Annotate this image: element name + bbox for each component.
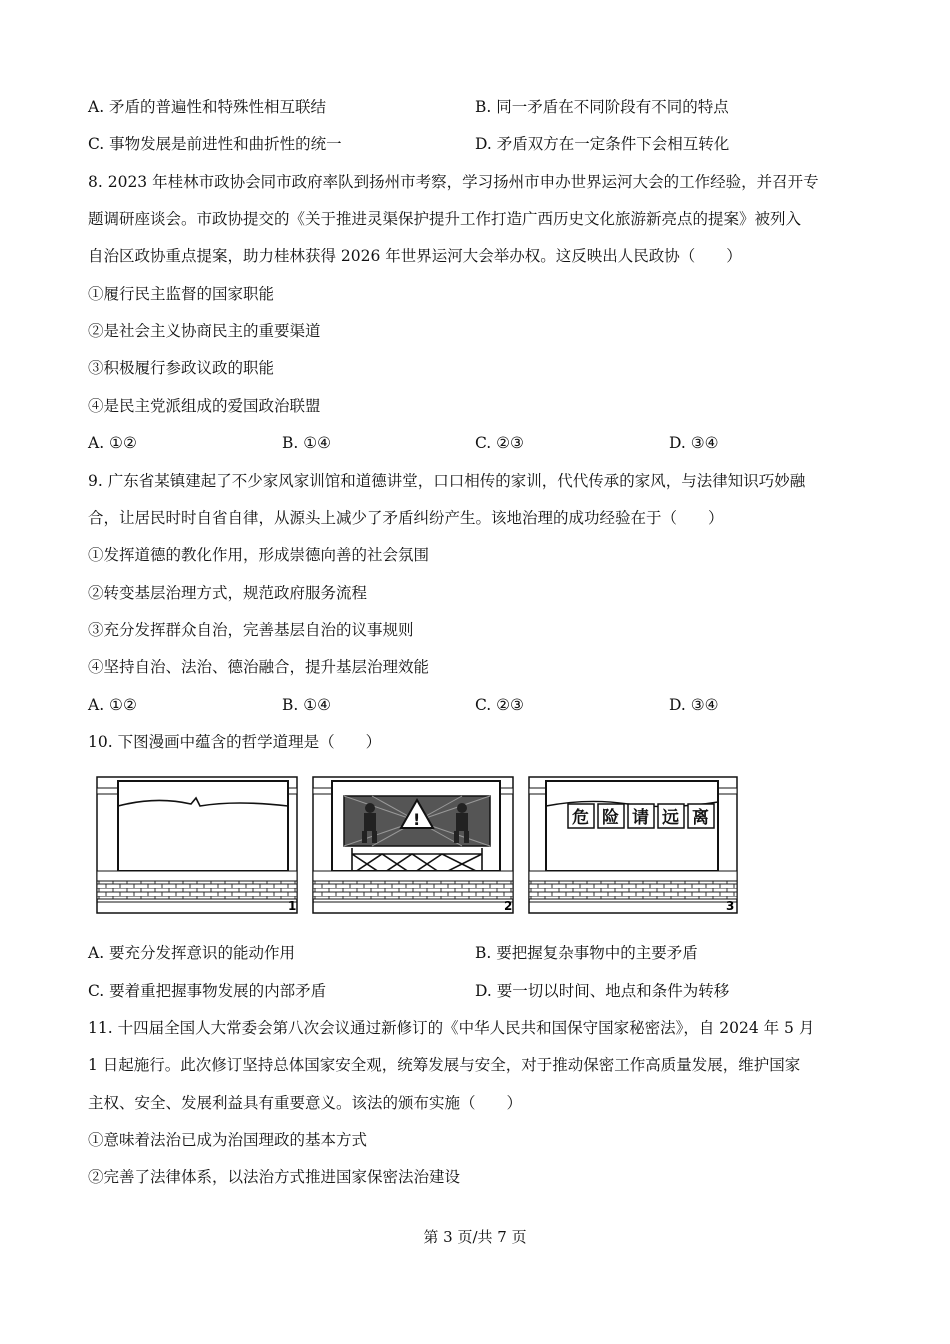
q10-option-a: A. 要充分发挥意识的能动作用 <box>88 944 296 962</box>
q7-option-a: A. 矛盾的普遍性和特殊性相互联结 <box>88 98 327 116</box>
comic-panel-1 <box>97 777 297 913</box>
q10-option-b: B. 要把握复杂事物中的主要矛盾 <box>475 944 698 962</box>
q11-stem-line-2: 1 日起施行。此次修订坚持总体国家安全观，统筹发展与安全，对于推动保密工作高质量发展，维护国家 <box>88 1056 801 1074</box>
q9-option-d: D. ③④ <box>669 696 719 714</box>
q9-statement-4: ④坚持自治、法治、德治融合，提升基层治理效能 <box>88 658 430 676</box>
q11-statement-2: ②完善了法律体系，以法治方式推进国家保密法治建设 <box>88 1168 461 1186</box>
banner-char-5: 离 <box>692 808 709 828</box>
q8-stem-line-3: 自治区政协重点提案，助力桂林获得 2026 年世界运河大会举办权。这反映出人民政协（ ） <box>88 247 742 265</box>
q8-statement-3: ③积极履行参政议政的职能 <box>88 359 275 377</box>
q8-statement-4: ④是民主党派组成的爱国政治联盟 <box>88 397 321 415</box>
comic-panel-number-2: 2 <box>504 899 513 913</box>
q10-option-c: C. 要着重把握事物发展的内部矛盾 <box>88 982 327 1000</box>
q8-option-c: C. ②③ <box>475 434 524 452</box>
q8-option-b: B. ①④ <box>282 434 332 452</box>
q9-stem-line-2: 合，让居民时时自省自律，从源头上减少了矛盾纠纷产生。该地治理的成功经验在于（ ） <box>88 509 724 527</box>
q11-stem-line-1: 11. 十四届全国人大常委会第八次会议通过新修订的《中华人民共和国保守国家秘密法》，自 2024 年 5 月 <box>88 1019 815 1037</box>
q8-option-a: A. ①② <box>88 434 137 452</box>
q10-comic-strip <box>96 776 738 916</box>
q9-statement-3: ③充分发挥群众自治，完善基层自治的议事规则 <box>88 621 414 639</box>
q8-stem-line-2: 题调研座谈会。市政协提交的《关于推进灵渠保护提升工作打造广西历史文化旅游新亮点的提案》被列入 <box>88 210 802 228</box>
banner-char-4: 远 <box>662 808 679 828</box>
warning-mark: ! <box>413 810 421 829</box>
q8-statement-1: ①履行民主监督的国家职能 <box>88 285 275 303</box>
q8-stem-line-1: 8. 2023 年桂林市政协会同市政府率队到扬州市考察，学习扬州市申办世界运河大会的工作经验，并召开专 <box>88 173 819 191</box>
q8-statement-2: ②是社会主义协商民主的重要渠道 <box>88 322 321 340</box>
q9-statement-2: ②转变基层治理方式，规范政府服务流程 <box>88 584 368 602</box>
banner-char-1: 危 <box>572 808 589 828</box>
q7-option-b: B. 同一矛盾在不同阶段有不同的特点 <box>475 98 729 116</box>
q8-option-d: D. ③④ <box>669 434 719 452</box>
comic-panel-number-1: 1 <box>288 899 297 913</box>
banner-char-3: 请 <box>632 808 649 828</box>
q9-option-a: A. ①② <box>88 696 137 714</box>
banner-char-2: 险 <box>602 808 619 828</box>
comic-panel-number-3: 3 <box>726 899 735 913</box>
q9-statement-1: ①发挥道德的教化作用，形成崇德向善的社会氛围 <box>88 546 430 564</box>
q7-option-c: C. 事物发展是前进性和曲折性的统一 <box>88 135 342 153</box>
q11-statement-1: ①意味着法治已成为治国理政的基本方式 <box>88 1131 368 1149</box>
q7-option-d: D. 矛盾双方在一定条件下会相互转化 <box>475 135 730 153</box>
q11-stem-line-3: 主权、安全、发展利益具有重要意义。该法的颁布实施（ ） <box>88 1094 523 1112</box>
warning-banner <box>568 804 714 828</box>
comic-panel-3 <box>529 777 737 913</box>
q9-option-c: C. ②③ <box>475 696 524 714</box>
comic-panel-2 <box>313 777 513 913</box>
q10-stem: 10. 下图漫画中蕴含的哲学道理是（ ） <box>88 733 382 751</box>
page-footer: 第 3 页/共 7 页 <box>423 1228 527 1246</box>
q10-option-d: D. 要一切以时间、地点和条件为转移 <box>475 982 730 1000</box>
q9-option-b: B. ①④ <box>282 696 332 714</box>
q9-stem-line-1: 9. 广东省某镇建起了不少家风家训馆和道德讲堂，口口相传的家训，代代传承的家风，与法律知识巧妙融 <box>88 472 806 490</box>
